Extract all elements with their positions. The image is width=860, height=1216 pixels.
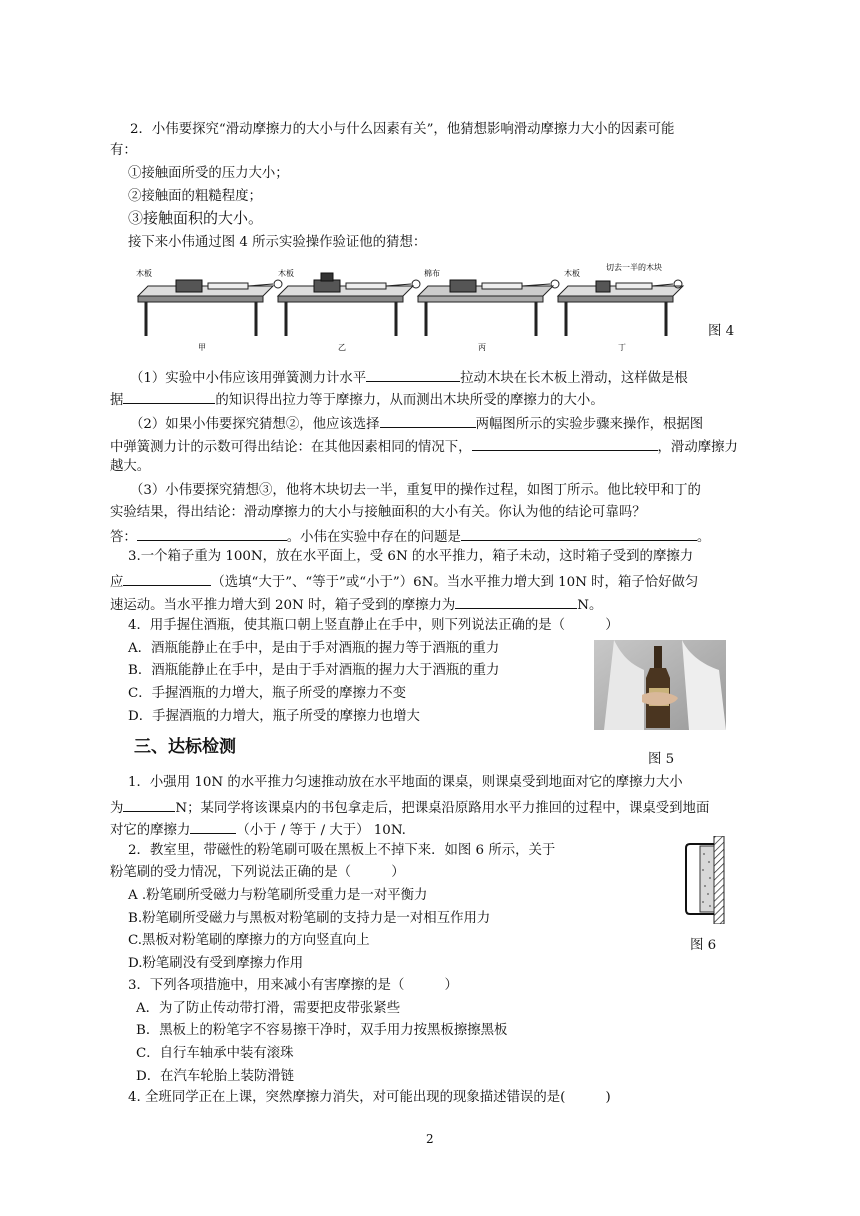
- t2-option-d: D.粉笔刷没有受到摩擦力作用: [128, 956, 304, 971]
- q4-option-c: C．手握酒瓶的力增大，瓶子所受的摩擦力不变: [128, 686, 407, 701]
- q2-sub2-line2: [110, 436, 738, 457]
- figure-6-caption: 图 6: [690, 938, 717, 953]
- panel-label-ding: 丁: [618, 343, 626, 352]
- q2-blank-4[interactable]: [472, 436, 658, 451]
- board-label-jia: 木板: [136, 269, 152, 278]
- q2-sub2-line1: [130, 413, 703, 434]
- t1-text-c1: 对它的摩擦力: [110, 823, 191, 838]
- t2-option-c: C.黑板对粉笔刷的摩擦力的方向竖直向上: [128, 933, 370, 948]
- figure-5-photo: [594, 640, 726, 730]
- q3-blank-2[interactable]: [455, 594, 577, 609]
- t3-option-b: B．黑板上的粉笔字不容易擦干净时，双手用力按黑板擦擦黑板: [136, 1023, 508, 1038]
- t2-option-b: B.粉笔刷所受磁力与黑板对粉笔刷的支持力是一对相互作用力: [128, 911, 491, 926]
- q4-option-d: D．手握酒瓶的力增大，瓶子所受的摩擦力也增大: [128, 709, 420, 724]
- panel-ding: [558, 262, 683, 352]
- t2-line2: 粉笔刷的受力情况，下列说法正确的是（ ）: [110, 865, 405, 880]
- q2-sub1-line1: [130, 367, 688, 388]
- q2-sub2-text-d: ，滑动摩擦力: [657, 440, 738, 455]
- figure-4: [128, 256, 688, 352]
- q4-option-a: A．酒瓶能静止在手中，是由于手对酒瓶的握力等于酒瓶的重力: [128, 641, 500, 656]
- q3-text-c1: 速运动。当水平推力增大到 20N 时，箱子受到的摩擦力为: [110, 598, 456, 613]
- q2-sub2-text-a: （2）如果小伟要探究猜想②，他应该选择: [130, 417, 380, 432]
- panel-jia: [136, 268, 282, 352]
- board-label-ding: 木板: [564, 269, 580, 278]
- section-heading-3: 三、达标检测: [134, 737, 236, 757]
- q2-sub3-text-d: 。小伟在实验中存在的问题是: [286, 530, 461, 545]
- t1-text-c2: （小于 / 等于 / 大于） 10N.: [236, 823, 406, 838]
- q2-sub1-line2: [110, 389, 604, 410]
- t1-blank-1[interactable]: [123, 797, 175, 812]
- panel-yi: [278, 268, 420, 352]
- t1-blank-2[interactable]: [190, 819, 236, 834]
- q4-stem: 4．用手握住酒瓶，使其瓶口朝上竖直静止在手中，则下列说法正确的是（ ）: [128, 618, 619, 633]
- figure-5-caption: 图 5: [648, 752, 675, 767]
- figure-4-caption: 图 4: [708, 324, 735, 339]
- t1-line2: [110, 797, 709, 818]
- t4-stem: 4. 全班同学正在上课，突然摩擦力消失，对可能出现的现象描述错误的是( ): [128, 1090, 611, 1105]
- panel-label-bing: 丙: [478, 343, 486, 352]
- q2-blank-1[interactable]: [366, 367, 460, 382]
- q2-blank-2[interactable]: [123, 389, 215, 404]
- q2-sub1-text-a: （1）实验中小伟应该用弹簧测力计水平: [130, 371, 367, 386]
- q2-intro-line2: 有：: [110, 143, 137, 158]
- t1-text-b2: N；某同学将该课桌内的书包拿走后，把课桌沿原路用水平力推回的过程中，课桌受到地面: [175, 801, 710, 816]
- q3-line1: 3.一个箱子重为 100N，放在水平面上，受 6N 的水平推力，箱子未动，这时箱子受到的摩擦力: [128, 549, 694, 564]
- t2-line1: 2．教室里，带磁性的粉笔刷可吸在黑板上不掉下来．如图 6 所示，关于: [128, 843, 556, 858]
- q2-sub1-text-b: 拉动木块在长木板上滑动，这样做是根: [460, 371, 688, 386]
- chalk-brush-on-blackboard-drawing: [680, 836, 728, 924]
- t3-option-a: A．为了防止传动带打滑，需要把皮带张紧些: [136, 1001, 401, 1016]
- q2-sub3-line1: （3）小伟要探究猜想③，他将木块切去一半，重复甲的操作过程，如图丁所示。他比较甲和丁的: [130, 483, 701, 498]
- t3-stem: 3．下列各项措施中，用来减小有害摩擦的是（ ）: [128, 978, 458, 993]
- bottle-hand-image: [594, 640, 726, 730]
- q2-blank-6[interactable]: [461, 526, 697, 541]
- t1-text-b1: 为: [110, 801, 124, 816]
- figure-6: [680, 836, 728, 924]
- q2-guess-2: ②接触面的粗糙程度；: [128, 189, 262, 204]
- t1-line1: 1．小强用 10N 的水平推力匀速推动放在水平地面的课桌，则课桌受到地面对它的摩擦力大小: [128, 775, 683, 790]
- t3-option-d: D．在汽车轮胎上装防滑链: [136, 1069, 295, 1084]
- q2-sub3-line3: [110, 526, 710, 547]
- q2-sub2-text-b: 两幅图所示的实验步骤来操作，根据图: [475, 417, 704, 432]
- panel-label-jia: 甲: [198, 343, 206, 352]
- q2-lead: 接下来小伟通过图 4 所示实验操作验证他的猜想：: [128, 235, 427, 250]
- q2-blank-5[interactable]: [137, 526, 287, 541]
- q2-sub1-text-d: 的知识得出拉力等于摩擦力，从而测出木块所受的摩擦力的大小。: [215, 393, 604, 408]
- q3-line2: [110, 571, 698, 592]
- board-label-yi: 木板: [278, 269, 294, 278]
- panel-bing: [418, 268, 559, 352]
- q2-sub3-line2: 实验结果，得出结论：滑动摩擦力的大小与接触面积的大小有关。你认为他的结论可靠吗？: [110, 505, 646, 520]
- q3-text-b2: （选填“大于”、“等于”或“小于”）6N。当水平推力增大到 10N 时，箱子恰好做匀: [211, 575, 699, 590]
- q2-guess-1: ①接触面所受的压力大小；: [128, 166, 289, 181]
- q2-sub3-text-c: 答：: [110, 530, 137, 545]
- t3-option-c: C．自行车轴承中装有滚珠: [136, 1046, 294, 1061]
- q2-sub2-line3: 越大。: [110, 459, 151, 474]
- q2-sub1-text-c: 据: [110, 393, 124, 408]
- panel-label-yi: 乙: [338, 343, 346, 352]
- cloth-label-bing: 棉布: [424, 269, 440, 278]
- q3-blank-1[interactable]: [123, 571, 211, 586]
- q3-text-c2: N。: [577, 598, 603, 613]
- q3-text-b1: 应: [110, 575, 124, 590]
- q2-sub2-text-c: 中弹簧测力计的示数可得出结论：在其他因素相同的情况下，: [110, 440, 472, 455]
- half-block-label: 切去一半的木块: [606, 263, 662, 272]
- page-number: 2: [426, 1132, 434, 1146]
- q3-line3: [110, 594, 602, 615]
- q2-sub3-text-e: 。: [696, 530, 711, 545]
- q4-option-b: B．酒瓶能静止在手中，是由于手对酒瓶的握力大于酒瓶的重力: [128, 663, 500, 678]
- t2-option-a: A .粉笔刷所受磁力与粉笔刷所受重力是一对平衡力: [128, 888, 428, 903]
- q2-intro-line1: 2．小伟要探究“滑动摩擦力的大小与什么因素有关”，他猜想影响滑动摩擦力大小的因素可能: [130, 122, 675, 137]
- figure-4-drawing: [128, 256, 688, 352]
- q2-blank-3[interactable]: [380, 413, 476, 428]
- t1-line3: [110, 819, 406, 840]
- q2-guess-3: ③接触面积的大小。: [128, 209, 264, 227]
